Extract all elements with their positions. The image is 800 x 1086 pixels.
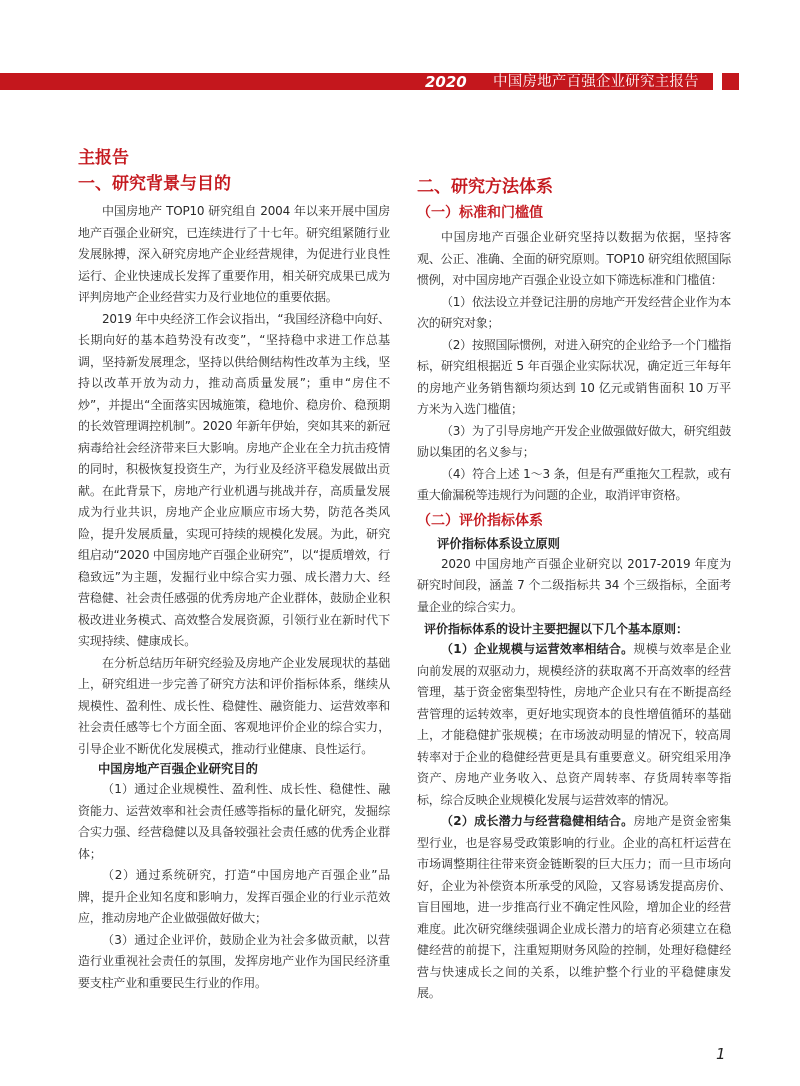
left-column xyxy=(78,148,390,994)
purpose-title: 中国房地产百强企业研究目的 xyxy=(98,762,258,776)
standard-item-1: （1）依法设立并登记注册的房地产开发经营企业作为本次的研究对象； xyxy=(417,294,731,330)
paragraph-background-2: 2019 年中央经济工作会议指出，“我国经济稳中向好、长期向好的基本趋势没有改变”，“坚持稳中求进工作总基调，坚持新发展理念，坚持以供给侧结构性改革为主线，坚持以改革开放为动力，推动高质量发展”；重申“房住不炒”，并提出“全面落实因城施策，稳地价、稳房价、稳预期的长效管理调控机制”。2020 年新年伊始，突如其来的新冠病毒给社会经济带来巨大影响。房地产企业在全力抗击疫情的同时，积极恢复投资生产，为行业及经济平稳发展做出贡献。在此背景下，房地产行业机遇与挑战并存，高质量发展成为行业共识，房地产企业应顺应市场大势，防范各类风险，提升发展质量，实现可持续的规模化发展。为此，研究组启动“2020 中国房地产百强企业研究”，以“提质增效，行稳致远”为主题，发掘行业中综合实力强、成长潜力大、经营稳健、社会责任感强的优秀房地产企业群体，鼓励企业积极改进业务模式、高效整合发展资源，引领行业在新时代下实现持续、健康成长。 xyxy=(78,311,390,648)
subsection-1-title: （一）标准和门槛值 xyxy=(417,205,543,221)
paragraph-background-1: 中国房地产 TOP10 研究组自 2004 年以来开展中国房地产百强企业研究，已连续进行了十七年。研究组紧随行业发展脉搏，深入研究房地产企业经营规律，为促进行业良性运行、企业快速成长发挥了重要作用，相关研究成果已成为评判房地产企业经营实力及行业地位的重要依据。 xyxy=(78,204,390,304)
section-2-title: 二、研究方法体系 xyxy=(417,177,553,197)
paragraph-background-3: 在分析总结历年研究经验及房地产企业发展现状的基础上，研究组进一步完善了研究方法和评价指标体系，继续从规模性、盈利性、成长性、稳健性、融资能力、运营效率和社会责任感等七个方面全面、客观地评价企业的综合实力，引导企业不断优化发展模式，推动行业健康、良性运行。 xyxy=(78,655,390,756)
header-square xyxy=(722,73,739,90)
index-intro: 2020 中国房地产百强企业研究以 2017-2019 年度为研究时间段，涵盖 7 个二级指标共 34 个三级指标，全面考量企业的综合实力。 xyxy=(417,556,731,614)
right-column xyxy=(417,176,731,1005)
principle-2 xyxy=(417,811,731,1005)
header-year: 2020 xyxy=(425,73,467,91)
page-number: 1 xyxy=(716,1045,726,1063)
standard-item-3: （3）为了引导房地产开发企业做强做好做大，研究组鼓励以集团的名义参与； xyxy=(417,423,731,459)
purpose-item-3: （3）通过企业评价，鼓励企业为社会多做贡献，以营造行业重视社会责任的氛围，发挥房地产业作为国民经济重要支柱产业和重要民生行业的作用。 xyxy=(78,932,390,990)
section-1-title: 一、研究背景与目的 xyxy=(78,174,231,194)
standard-item-2: （2）按照国际惯例，对进入研究的企业给予一个门槛指标，研究组根据近 5 年百强企业实际状况，确定近三年每年的房地产业务销售额均须达到 10 亿元或销售面积 10 万平方米为入选门槛值； xyxy=(417,337,731,416)
main-report-title: 主报告 xyxy=(78,148,129,168)
principles-title: 评价指标体系的设计主要把握以下几个基本原则： xyxy=(424,622,689,636)
standard-intro: 中国房地产百强企业研究坚持以数据为依据，坚持客观、公正、准确、全面的研究原则。TOP10 研究组依照国际惯例，对中国房地产百强企业设立如下筛选标准和门槛值： xyxy=(417,230,731,287)
principle-1-body: 规模与效率是企业向前发展的双驱动力，规模经济的获取离不开高效率的经营管理，基于资金密集型特性，房地产企业只有在不断提高经营管理的运转效率，更好地实现资本的良性增值循环的基础上，才能稳健扩张规模；在市场波动明显的情况下，较高周转率对于企业的稳健经营更是具有重要意义。研究组采用净资产、房地产业务收入、总资产周转率、存货周转率等指标，综合反映企业规模化发展与运营效率的情况。 xyxy=(417,642,731,807)
purpose-item-2: （2）通过系统研究，打造“中国房地产百强企业”品牌，提升企业知名度和影响力，发挥百强企业的行业示范效应，推动房地产企业做强做好做大； xyxy=(78,868,390,925)
standard-item-4: （4）符合上述 1～3 条，但是有严重拖欠工程款，或有重大偷漏税等违规行为问题的企业，取消评审资格。 xyxy=(417,466,731,502)
header-title: 中国房地产百强企业研究主报告 xyxy=(493,74,699,90)
purpose-item-1: （1）通过企业规模性、盈利性、成长性、稳健性、融资能力、运营效率和社会责任感等指标的量化研究，发掘综合实力强、经营稳健以及具备较强社会责任感的优秀企业群体； xyxy=(78,782,390,861)
principle-2-body: 房地产是资金密集型行业，也是容易受政策影响的行业。企业的高杠杆运营在市场调整期往往带来资金链断裂的巨大压力；而一旦市场向好，企业为补偿资本所承受的风险，又容易诱发提高房价、盲目囤地，进一步推高行业不确定性风险，增加企业的经营难度。此次研究继续强调企业成长潜力的培育必须建立在稳健经营的前提下，注重短期财务风险的控制，处理好稳健经营与快速成长之间的关系，以维护整个行业的平稳健康发展。 xyxy=(417,814,731,1000)
principle-1 xyxy=(417,639,731,811)
principle-2-lead: （2）成长潜力与经营稳健相结合。 xyxy=(441,814,634,828)
subsection-2-title: （二）评价指标体系 xyxy=(417,512,543,529)
principle-1-lead: （1）企业规模与运营效率相结合。 xyxy=(441,642,634,656)
index-principle-title: 评价指标体系设立原则 xyxy=(437,536,560,551)
